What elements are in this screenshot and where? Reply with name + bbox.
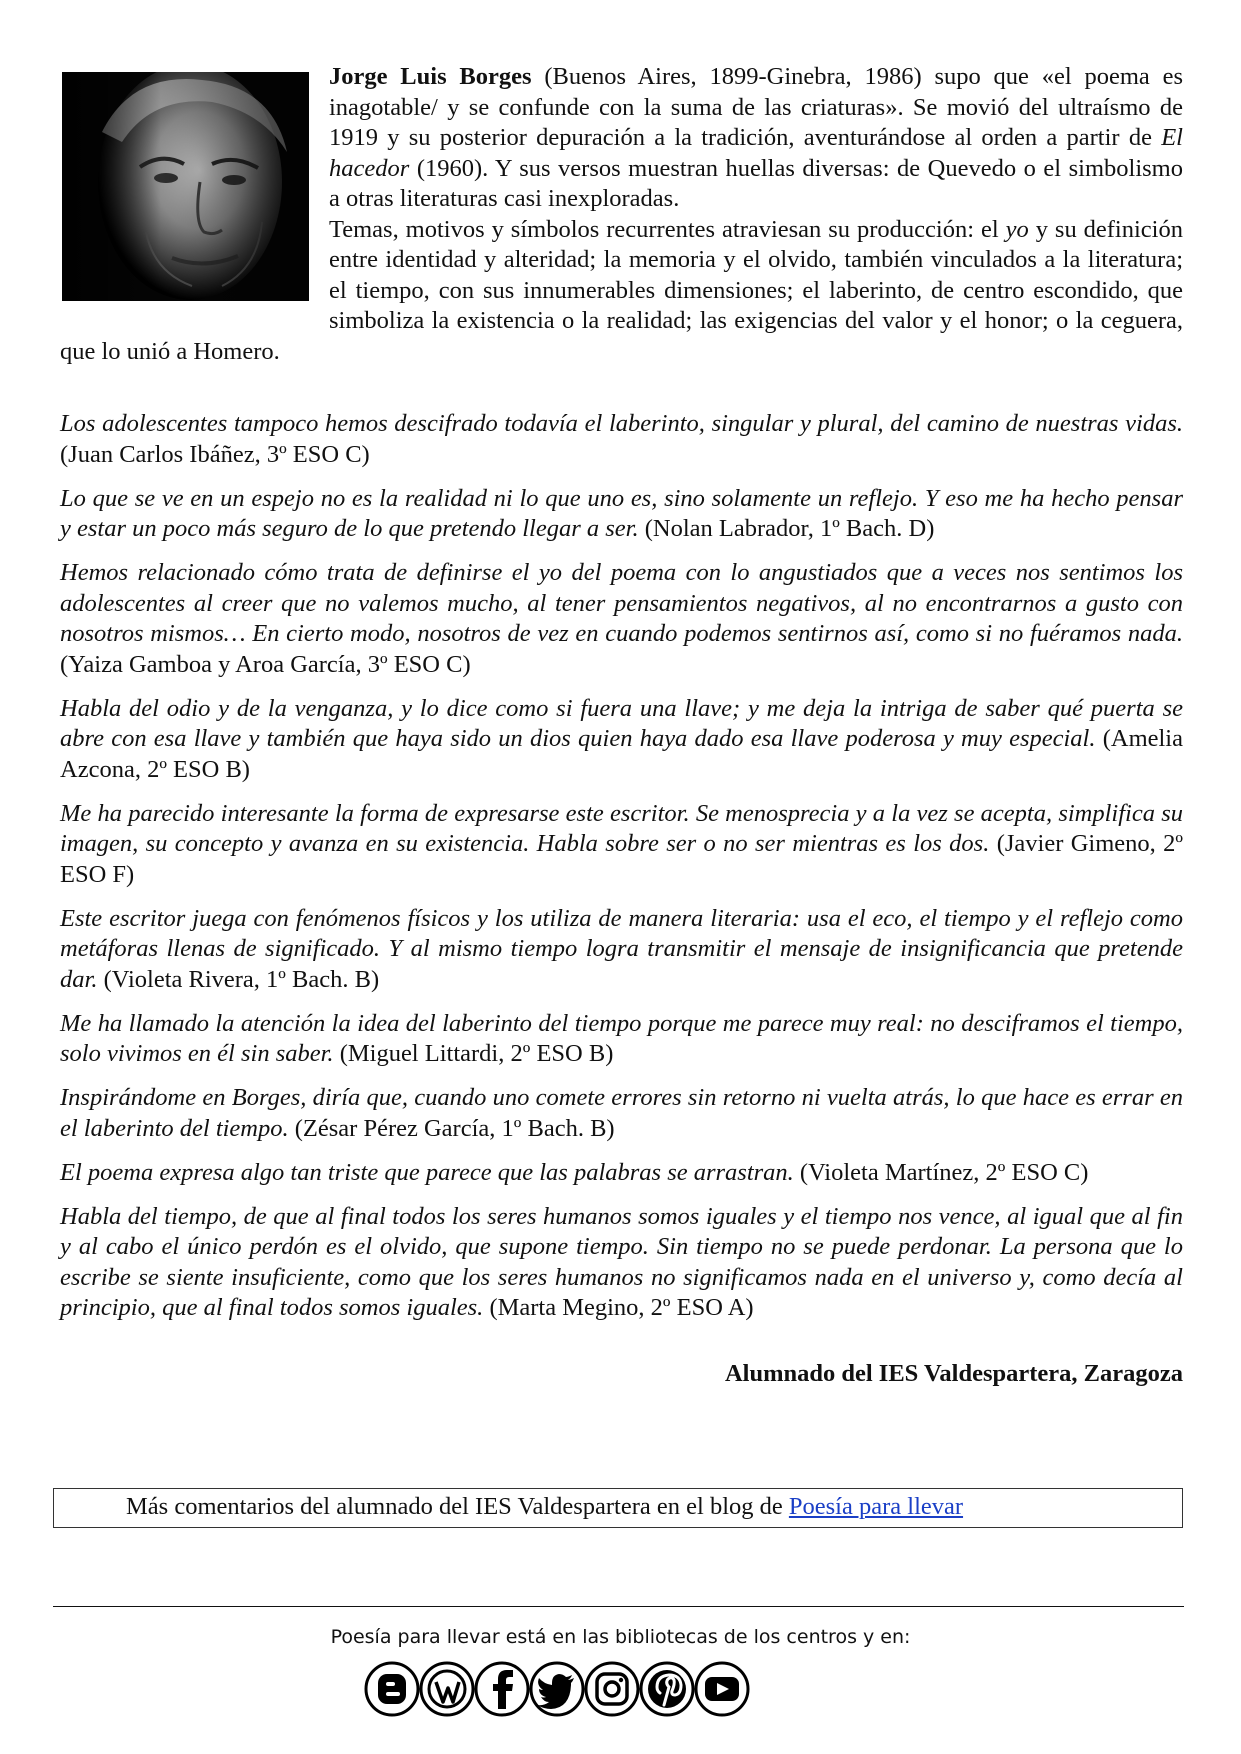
comment — [60, 409, 1183, 470]
facebook-icon[interactable] — [476, 1663, 528, 1715]
author-name: Jorge Luis Borges — [329, 63, 532, 90]
wordpress-icon[interactable] — [421, 1663, 473, 1715]
blog-link-box — [53, 1488, 1183, 1528]
comment-text: El poema expresa algo tan triste que parece que las palabras se arrastran. — [60, 1158, 794, 1186]
comment-author: (Violeta Rivera, 1º Bach. B) — [97, 965, 380, 993]
comment — [60, 1158, 1183, 1189]
comment-author: (Zésar Pérez García, 1º Bach. B) — [288, 1114, 615, 1142]
twitter-icon[interactable] — [531, 1663, 583, 1715]
comment-author: (Yaiza Gamboa y Aroa García, 3º ESO C) — [60, 650, 471, 678]
blog-link-text: Más comentarios del alumnado del IES Valdespartera en el blog de — [126, 1493, 789, 1520]
intro-yo: yo — [1005, 215, 1029, 243]
comment-author: (Javier Gimeno, 2º ESO F) — [60, 830, 1184, 888]
comment-text: Me ha llamado la atención la idea del laberinto del tiempo porque me parece muy real: no desciframos el tiempo, solo vivimos en él sin saber. — [60, 1009, 1183, 1067]
footer-divider — [53, 1606, 1184, 1607]
comment-text: Lo que se ve en un espejo no es la realidad ni lo que uno es, sino solamente un reflejo. Y eso me ha hecho pensar y estar un poco más seguro de lo que pretendo llegar a ser. — [60, 484, 1183, 542]
comment-text: Me ha parecido interesante la forma de expresarse este escritor. Se menosprecia y a la vez se acepta, simplifica su imagen, su concepto y avanza en su existencia. Habla sobre ser o no ser mientras es los dos. — [60, 799, 1183, 857]
author-intro — [60, 62, 1183, 367]
comment — [60, 1009, 1183, 1070]
blog-link[interactable]: Poesía para llevar — [788, 1493, 964, 1520]
comment-text: Los adolescentes tampoco hemos descifrado todavía el laberinto, singular y plural, del camino de nuestras vidas. — [60, 410, 1183, 437]
comment-author: (Amelia Azcona, 2º ESO B) — [60, 725, 1183, 783]
comment — [60, 558, 1183, 680]
intro-part-4: y su definición entre identidad y alteridad; la memoria y el olvido, también vinculados a la literatura; el tiempo, con sus innumerables dimensiones; el laberinto, de centro escondido, que simboliza la existencia o la realidad; las exigencias del valor y el honor; o la ceguera, que lo unió a Homero. — [60, 215, 1183, 365]
footer-text: Poesía para llevar está en las bibliotecas de los centros y en: — [330, 1626, 911, 1648]
comment-text: Habla del odio y de la venganza, y lo dice como si fuera una llave; y me deja la intriga de saber qué puerta se abre con esa llave y también que haya sido un dios quien haya dado esa llave poderosa y muy especial. — [60, 694, 1183, 752]
intro-part-1: (Buenos Aires, 1899-Ginebra, 1986) supo que «el poema es inagotable/ y se confunde con la suma de las criaturas». Se movió del ultraísmo de 1919 y su posterior depuración a la tradición, aventurándose al orden a partir de — [329, 63, 1184, 151]
comment-author: (Violeta Martínez, 2º ESO C) — [793, 1158, 1089, 1186]
comment — [60, 904, 1183, 996]
comment-author: (Juan Carlos Ibáñez, 3º ESO C) — [60, 440, 370, 468]
comment-text: Este escritor juega con fenómenos físicos y los utiliza de manera literaria: usa el eco, el tiempo y el reflejo como metáforas llenas de significado. Y al mismo tiempo logra transmitir el mensaje de insignificancia que pretende dar. — [60, 904, 1183, 993]
signature: Alumnado del IES Valdespartera, Zaragoza — [724, 1359, 1183, 1387]
comment — [60, 694, 1183, 786]
author-portrait — [62, 72, 309, 301]
comment — [60, 484, 1183, 545]
comment-author: (Nolan Labrador, 1º Bach. D) — [638, 515, 935, 542]
comment-text: Inspirándome en Borges, diría que, cuando uno comete errores sin retorno ni vuelta atrás, lo que hace es errar en el laberinto del tiempo. — [60, 1084, 1183, 1142]
comment — [60, 1202, 1183, 1324]
instagram-icon[interactable] — [586, 1663, 638, 1715]
pinterest-icon[interactable] — [641, 1663, 693, 1715]
comment — [60, 799, 1183, 891]
intro-part-2: (1960). Y sus versos muestran huellas diversas: de Quevedo o el simbolismo a otras literaturas casi inexploradas. — [329, 154, 1183, 212]
social-icons — [363, 1660, 753, 1718]
comment-text: Hemos relacionado cómo trata de definirse el yo del poema con lo angustiados que a veces nos sentimos los adolescentes al creer que no valemos mucho, al tener pensamientos negativos, al no encontrarnos a gusto con nosotros mismos… En cierto modo, nosotros de vez en cuando podemos sentirnos así, como si no fuéramos nada. — [60, 559, 1183, 647]
blogger-icon[interactable] — [366, 1663, 418, 1715]
comment-text: Habla del tiempo, de que al final todos los seres humanos somos iguales y el tiempo nos vence, al igual que al fin y al cabo el único perdón es el olvido, que supone tiempo. Sin tiempo no se puede perdonar. La persona que lo escribe se siente insuficiente, como que los seres humanos no significamos nada en el universo y, como decía al principio, que al final todos somos iguales. — [60, 1202, 1183, 1321]
student-comments — [60, 409, 1183, 1324]
youtube-icon[interactable] — [696, 1663, 748, 1715]
document-page — [60, 62, 1183, 1388]
comment-author: (Marta Megino, 2º ESO A) — [483, 1294, 754, 1321]
comment — [60, 1083, 1183, 1144]
comment-author: (Miguel Littardi, 2º ESO B) — [333, 1040, 614, 1067]
intro-part-3: Temas, motivos y símbolos recurrentes atraviesan su producción: el — [329, 215, 1006, 243]
book-title: El hacedor — [329, 124, 1183, 182]
